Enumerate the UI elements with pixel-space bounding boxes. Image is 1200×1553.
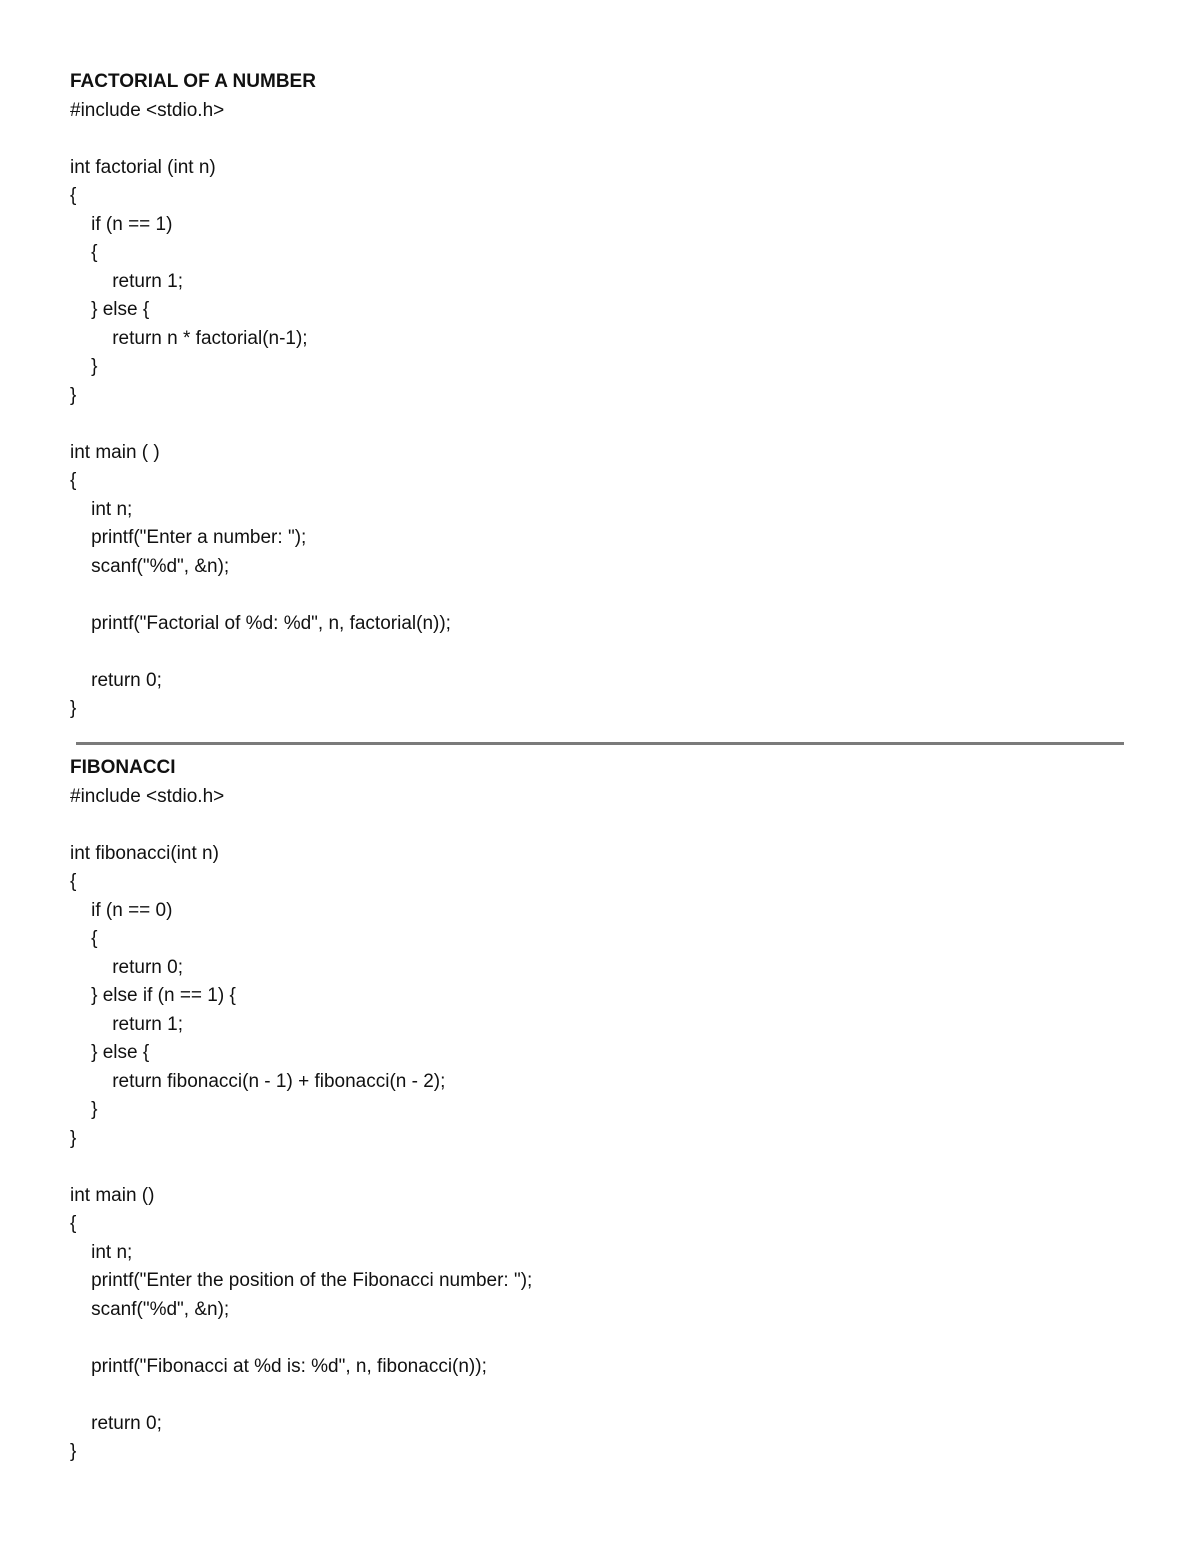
code-line: if (n == 0) (70, 899, 173, 921)
code-line: return 0; (70, 956, 183, 978)
code-line: { (70, 185, 77, 206)
code-line (70, 638, 451, 667)
code-line: printf("Factorial of %d: %d", n, factorial(n)); (70, 612, 451, 634)
code-line (70, 125, 451, 154)
factorial-code-block (70, 97, 451, 724)
code-line: } (70, 1441, 77, 1462)
code-line (70, 1381, 532, 1410)
code-line (70, 811, 532, 840)
code-line: return 1; (70, 1013, 183, 1035)
fibonacci-heading: FIBONACCI (70, 757, 176, 778)
code-line: return 0; (70, 1412, 162, 1434)
code-line: } (70, 698, 77, 719)
code-line: { (70, 242, 98, 263)
code-line (70, 410, 451, 439)
code-line: printf("Enter the position of the Fibonacci number: "); (70, 1270, 533, 1291)
code-line (70, 1324, 532, 1353)
code-line: int n; (70, 498, 133, 520)
code-line: } else { (70, 1042, 150, 1063)
code-line: scanf("%d", &n); (70, 1298, 230, 1320)
code-line: } (70, 384, 77, 406)
code-line: int main () (70, 1184, 155, 1206)
code-line: #include <stdio.h> (70, 99, 225, 121)
code-line: } else if (n == 1) { (70, 985, 236, 1006)
code-line (70, 1153, 532, 1182)
code-line: return fibonacci(n - 1) + fibonacci(n - 2); (70, 1070, 446, 1092)
code-line: { (70, 871, 77, 892)
factorial-heading: FACTORIAL OF A NUMBER (70, 71, 316, 92)
code-line: { (70, 928, 98, 949)
code-line: return 0; (70, 669, 162, 691)
code-line: return n * factorial(n-1); (70, 327, 308, 349)
code-line: } (70, 1099, 98, 1120)
code-line: { (70, 470, 77, 491)
factorial-section (70, 68, 451, 724)
code-line: return 1; (70, 270, 183, 292)
code-line: int main ( ) (70, 441, 160, 463)
code-line: printf("Fibonacci at %d is: %d", n, fibonacci(n)); (70, 1355, 487, 1377)
code-line: } (70, 356, 98, 377)
fibonacci-section (70, 754, 532, 1467)
code-line: int factorial (int n) (70, 156, 216, 178)
section-divider (76, 742, 1124, 745)
code-line: } (70, 1127, 77, 1149)
code-line: int n; (70, 1241, 133, 1263)
code-line: #include <stdio.h> (70, 785, 225, 807)
code-line: int fibonacci(int n) (70, 842, 219, 864)
code-line: { (70, 1213, 77, 1234)
code-line: if (n == 1) (70, 213, 173, 235)
code-line (70, 581, 451, 610)
code-line: } else { (70, 299, 150, 320)
fibonacci-code-block (70, 783, 532, 1467)
code-line: printf("Enter a number: "); (70, 527, 307, 548)
code-line: scanf("%d", &n); (70, 555, 230, 577)
